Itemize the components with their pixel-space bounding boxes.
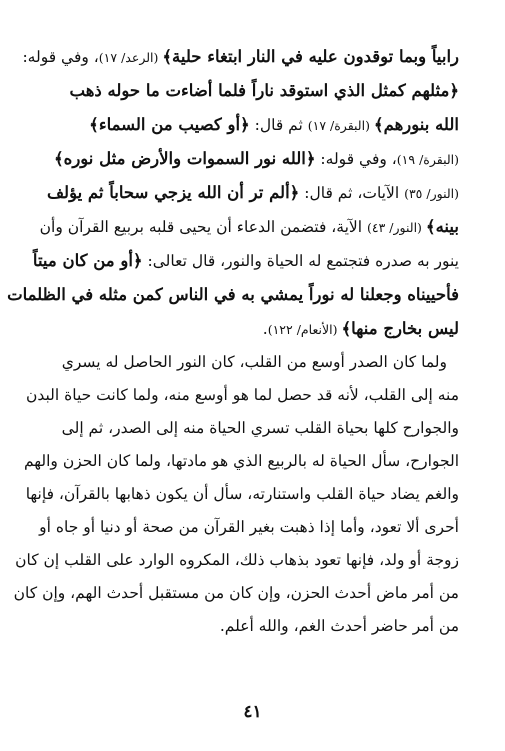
prose-text: . <box>262 320 268 338</box>
text-line <box>48 312 459 346</box>
prose-text: ينور به صدره فتجتمع له الحياة والنور، قال تعالى: <box>142 252 459 270</box>
quran-verse: ﴿الله نور السموات والأرض مثل نوره﴾ <box>54 149 316 168</box>
quran-verse: ليس بخارج منها﴾ <box>341 319 459 338</box>
text-line: الجوارح، سأل الحياة له بالربيع الذي هو مادتها، ولما كان الحزن والهم <box>23 452 459 470</box>
quran-verse: فأحييناه وجعلنا له نوراً يمشي به في الناس كمن مثله في الظلمات <box>7 285 459 304</box>
page-body <box>7 40 459 643</box>
verse-reference: (الرعد/ ١٧) <box>98 50 163 65</box>
quran-verse: ﴿مثلهم كمثل الذي استوقد ناراً فلما أضاءت ما حوله ذهب <box>69 81 459 100</box>
quran-verse: ﴿أو من كان ميتاً <box>32 251 143 270</box>
text-line: والجوارح كلها بحياة القلب تسري الحياة منه إلى الصدر، ثم إلى <box>61 419 459 437</box>
quran-verse: الله بنورهم﴾ <box>373 115 459 134</box>
text-line: أحرى ألا تعود، وأما إذا ذهبت بغير القرآن من صحة أو دنيا أو جاه أو <box>39 518 459 536</box>
text-line <box>48 142 459 176</box>
text-line: من أمر ماض أحدث الحزن، وإن كان من مستقبل أحدث الهم، وإن كان <box>13 584 459 602</box>
text-line <box>48 176 459 210</box>
paragraph-1 <box>7 40 459 346</box>
text-line: ولما كان الصدر أوسع من القلب، كان النور الحاصل له يسري <box>61 353 447 371</box>
page-number: ٤١ <box>243 702 262 722</box>
prose-text: الآيات، ثم قال: <box>299 184 405 202</box>
text-line <box>39 210 459 244</box>
prose-text: الآية، فتضمن الدعاء أن يحيى قلبه بربيع القرآن وأن <box>39 218 367 236</box>
text-line <box>32 244 459 278</box>
paragraph-2 <box>13 346 459 643</box>
text-line <box>22 40 459 74</box>
verse-reference: (النور/ ٤٣) <box>367 220 426 235</box>
text-line <box>48 74 459 108</box>
quran-verse: ﴿ألم تر أن الله يزجي سحاباً ثم يؤلف <box>46 183 300 202</box>
verse-reference: (النور/ ٣٥) <box>404 186 459 201</box>
verse-reference: (الأنعام/ ١٢٢) <box>267 322 342 337</box>
text-line: زوجة أو ولد، فإنها تعود بذهاب ذلك، المكروه الوارد على القلب إن كان <box>15 551 459 569</box>
text-line: والغم يضاد حياة القلب واستنارته، سأل أن يكون ذهابها بالقرآن، فإنها <box>25 485 459 503</box>
verse-reference: (البقرة/ ١٩) <box>396 152 459 167</box>
text-line: منه إلى القلب، لأنه قد حصل لما هو أوسع منه، ولما كانت حياة البدن <box>25 386 459 404</box>
text-line: من أمر حاضر أحدث الغم، والله أعلم. <box>219 617 459 635</box>
quran-verse: ﴿أو كصيب من السماء﴾ <box>89 115 250 134</box>
quran-verse: رابياً وبما توقدون عليه في النار ابتغاء حلية﴾ <box>162 47 459 66</box>
text-line <box>7 278 459 312</box>
prose-text: ، وفي قوله: <box>22 48 99 66</box>
quran-verse: بينه﴾ <box>425 217 459 236</box>
text-line <box>48 108 459 142</box>
verse-reference: (البقرة/ ١٧) <box>307 118 374 133</box>
prose-text: ثم قال: <box>249 116 308 134</box>
prose-text: ، وفي قوله: <box>315 150 397 168</box>
